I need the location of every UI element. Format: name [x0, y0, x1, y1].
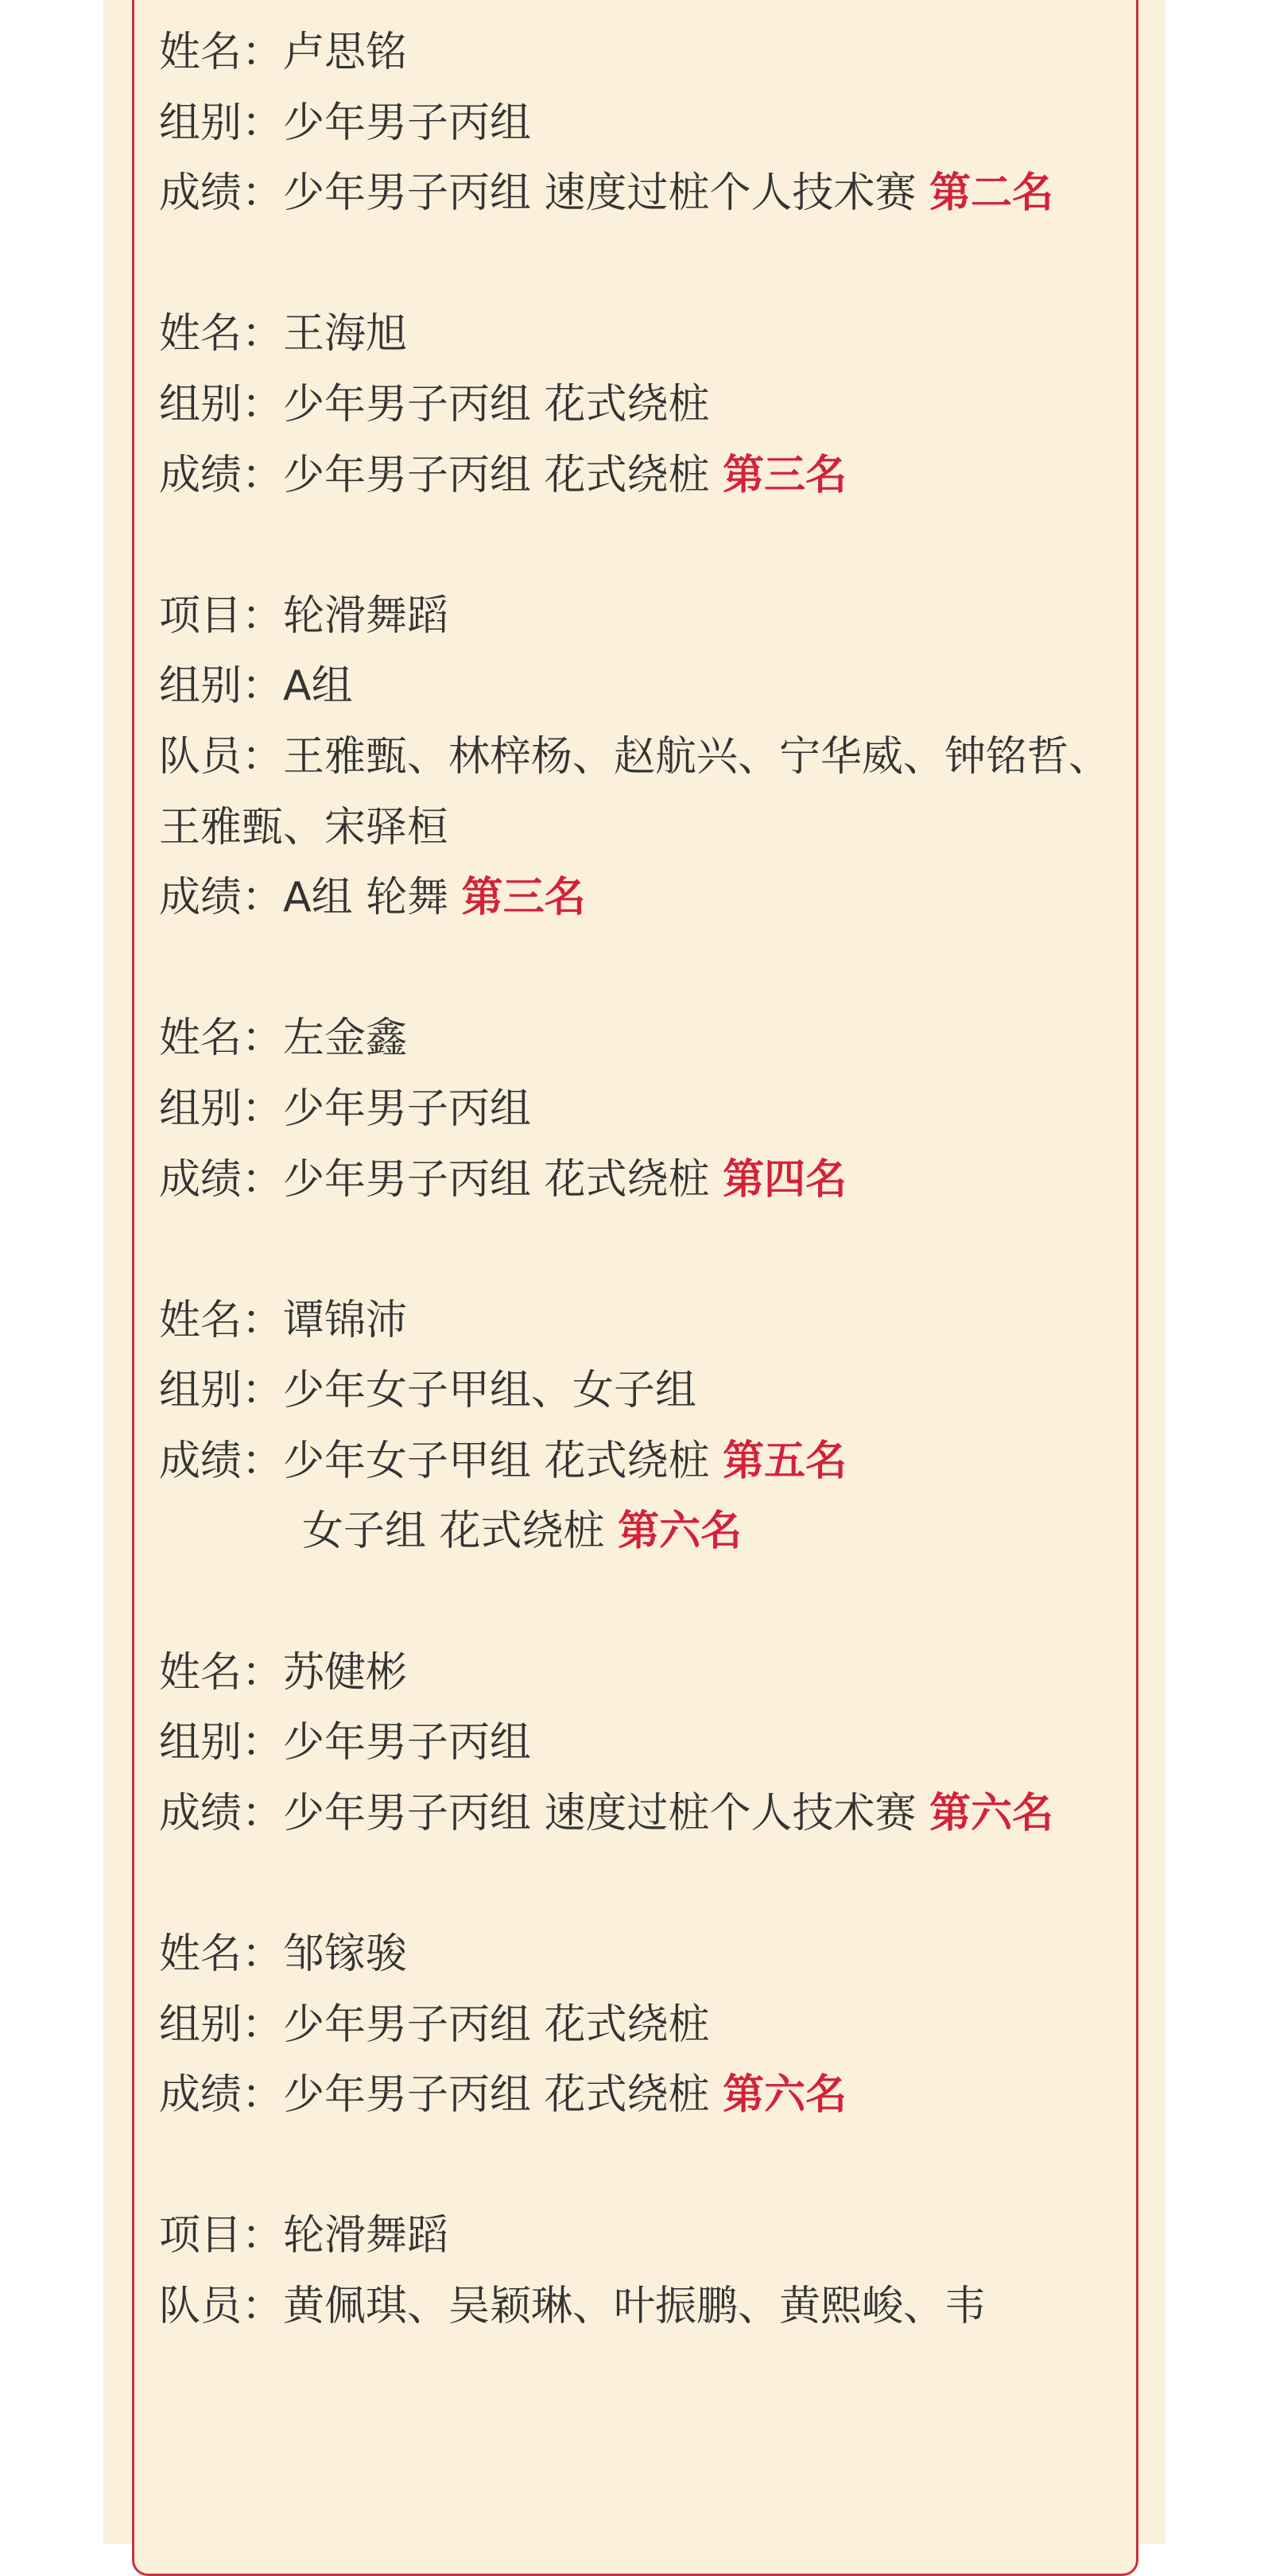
field-value: 卢思铭: [283, 29, 408, 76]
field-label: 成绩：: [159, 874, 284, 922]
field-value: 少年男子丙组: [283, 1719, 532, 1767]
field-label: 组别：: [159, 2000, 284, 2049]
entry-line: [159, 722, 1121, 863]
field-value: 少年女子甲组、女子组: [283, 1367, 697, 1415]
entry-line: [159, 1779, 1121, 1849]
field-label: 队员：: [159, 732, 284, 781]
entry-line: [159, 2060, 1121, 2131]
entry-line: [159, 1286, 1121, 1356]
result-entry: [159, 1003, 1121, 1215]
field-value: 少年男子丙组 速度过桩个人技术赛: [283, 169, 930, 218]
entry-line: [159, 2271, 1121, 2342]
entry-line: [159, 1496, 1121, 1567]
field-label: 姓名：: [159, 29, 284, 76]
field-label: 成绩：: [159, 451, 284, 499]
field-value: 少年男子丙组: [283, 99, 532, 147]
rank-badge: 第二名: [929, 169, 1054, 218]
field-label: 成绩：: [159, 1155, 284, 1204]
rank-badge: 第六名: [929, 1789, 1054, 1837]
result-entry: [159, 1286, 1121, 1567]
field-label: 组别：: [159, 99, 284, 147]
field-label: 成绩：: [159, 1437, 284, 1485]
rank-badge: 第六名: [723, 2071, 847, 2120]
field-label: 组别：: [159, 662, 284, 711]
field-label: 姓名：: [159, 1296, 284, 1344]
entry-line: [159, 88, 1121, 159]
entry-line: [159, 1919, 1121, 1990]
field-value: 少年男子丙组 花式绕桩: [283, 451, 723, 499]
field-label: 组别：: [159, 1084, 284, 1133]
entry-line: [159, 440, 1121, 511]
entry-line: [159, 17, 1121, 88]
rank-badge: 第三名: [461, 874, 586, 922]
field-value: 苏健彬: [283, 1648, 408, 1697]
field-label: 成绩：: [159, 1789, 284, 1837]
field-label: 姓名：: [159, 310, 284, 359]
field-value: 少年女子甲组 花式绕桩: [283, 1437, 723, 1485]
entry-line: [159, 1145, 1121, 1216]
result-entry: [159, 299, 1121, 510]
field-value: 王雅甄、林梓杨、赵航兴、宁华威、钟铭哲、王雅甄、宋驿桓: [159, 732, 1111, 852]
result-entry: [159, 17, 1121, 229]
field-label: 组别：: [159, 380, 284, 429]
field-label: 姓名：: [159, 1648, 284, 1697]
entry-line: [159, 1003, 1121, 1074]
field-label: 姓名：: [159, 1930, 284, 1979]
field-label: 成绩：: [159, 169, 284, 218]
field-value: A组 轮舞: [283, 874, 462, 922]
result-entry: [159, 581, 1121, 933]
field-label: 组别：: [159, 1367, 284, 1415]
field-label: 姓名：: [159, 1014, 284, 1063]
rank-badge: 第六名: [618, 1507, 743, 1556]
field-label: 成绩：: [159, 2071, 284, 2120]
rank-badge: 第四名: [723, 1155, 847, 1204]
field-value: 少年男子丙组 花式绕桩: [283, 380, 710, 429]
field-value: 轮滑舞蹈: [283, 592, 449, 640]
field-value: 女子组 花式绕桩: [302, 1507, 619, 1556]
field-label: 组别：: [159, 1719, 284, 1767]
result-entry: [159, 2201, 1121, 2341]
field-label: 项目：: [159, 2212, 284, 2260]
entry-line: [159, 299, 1121, 370]
field-value: 少年男子丙组 花式绕桩: [283, 2071, 723, 2120]
entry-line: [159, 1074, 1121, 1145]
field-value: 少年男子丙组 花式绕桩: [283, 1155, 723, 1204]
entry-line: [159, 1708, 1121, 1779]
entry-line: [159, 863, 1121, 933]
result-entry: [159, 1919, 1121, 2131]
entry-line: [159, 1990, 1121, 2061]
entry-line: [159, 1426, 1121, 1497]
rank-badge: 第三名: [723, 451, 847, 499]
field-value: 少年男子丙组 速度过桩个人技术赛: [283, 1789, 930, 1837]
field-label: 项目：: [159, 592, 284, 640]
field-value: 谭锦沛: [283, 1296, 408, 1344]
field-value: 轮滑舞蹈: [283, 2212, 449, 2260]
field-value: 左金鑫: [283, 1014, 408, 1063]
entry-line: [159, 2201, 1121, 2271]
field-value: 邹镓骏: [283, 1930, 408, 1979]
entry-line: [159, 1638, 1121, 1709]
entry-line: [159, 370, 1121, 440]
entry-line: [159, 158, 1121, 229]
result-entry: [159, 1638, 1121, 1849]
field-value: 少年男子丙组 花式绕桩: [283, 2000, 710, 2049]
field-value: A组: [283, 662, 353, 711]
entry-line: [159, 1356, 1121, 1426]
field-value: 少年男子丙组: [283, 1084, 532, 1133]
entry-line: [159, 581, 1121, 652]
field-value: 王海旭: [283, 310, 408, 359]
results-list: [159, 17, 1121, 2412]
entry-line: [159, 651, 1121, 722]
rank-badge: 第五名: [723, 1437, 847, 1485]
field-value: 黄佩琪、吴颖琳、叶振鹏、黄熙峻、韦: [283, 2283, 987, 2330]
field-label: 队员：: [159, 2283, 284, 2330]
